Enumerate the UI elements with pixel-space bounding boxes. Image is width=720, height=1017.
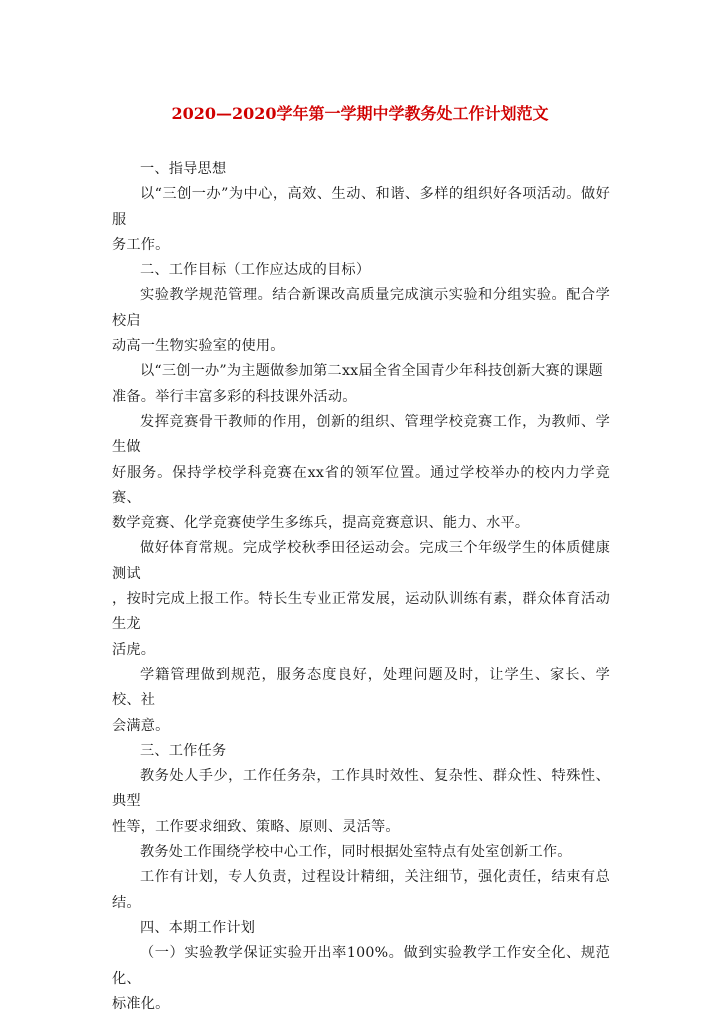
body-text-line (112, 157, 610, 182)
body-text-line (112, 511, 610, 536)
paragraph-continuation-line: 准备。举行丰富多彩的科技课外活动。 (112, 388, 357, 405)
body-text-line (112, 992, 610, 1017)
paragraph-first-line: 学籍管理做到规范，服务态度良好，处理问题及时，让学生、家长、学校、社 (112, 666, 610, 709)
paragraph-continuation-line: 会满意。 (112, 717, 170, 734)
paragraph-first-line: 以“三创一办”为中心，高效、生动、和谐、多样的组织好各项活动。做好服 (112, 186, 610, 228)
body-text-line (112, 916, 610, 941)
paragraph-continuation-line: 活虎。 (112, 641, 156, 658)
body-text-line (112, 714, 610, 739)
body-text-line (112, 182, 610, 233)
body-text-line (112, 764, 610, 815)
body-text-line (112, 385, 610, 410)
paragraph-first-line: 教务处人手少，工作任务杂，工作具时效性、复杂性、群众性、特殊性、典型 (112, 768, 610, 810)
paragraph-continuation-line: 动高一生物实验室的使用。 (112, 338, 285, 355)
paragraph-first-line: 工作有计划，专人负责，过程设计精细，关注细节，强化责任，结束有总结。 (112, 869, 610, 911)
body-text-line (112, 941, 610, 992)
paragraph-continuation-line: 数学竞赛、化学竞赛使学生多练兵，提高竞赛意识、能力、水平。 (112, 515, 530, 532)
paragraph-first-line: 二、工作目标（工作应达成的目标） (140, 262, 371, 279)
body-text-line (112, 359, 610, 384)
paragraph-continuation-line: ，按时完成上报工作。特长生专业正常发展，运动队训练有素，群众体育活动生龙 (112, 591, 610, 633)
paragraph-continuation-line: 好服务。保持学校学科竞赛在xx省的领军位置。通过学校举办的校内力学竞赛、 (112, 464, 610, 506)
body-text-line (112, 739, 610, 764)
paragraph-continuation-line: 标准化。 (112, 995, 170, 1012)
paragraph-first-line: （一）实验教学保证实验开出率100%。做到实验教学工作安全化、规范化、 (112, 945, 610, 987)
paragraph-continuation-line: 性等，工作要求细致、策略、原则、灵活等。 (112, 818, 400, 835)
document-title: 2020—2020学年第一学期中学教务处工作计划范文 (171, 104, 549, 123)
document-body (112, 157, 610, 1017)
body-text-line (112, 258, 610, 283)
body-text-line (112, 410, 610, 461)
paragraph-first-line: 四、本期工作计划 (140, 919, 256, 936)
paragraph-continuation-line: 务工作。 (112, 236, 170, 253)
body-text-line (112, 233, 610, 258)
body-text-line (112, 334, 610, 359)
body-text-line (112, 638, 610, 663)
body-text-line (112, 840, 610, 865)
paragraph-first-line: 三、工作任务 (140, 742, 227, 759)
paragraph-first-line: 做好体育常规。完成学校秋季田径运动会。完成三个年级学生的体质健康测试 (112, 540, 610, 582)
paragraph-first-line: 实验教学规范管理。结合新课改高质量完成演示实验和分组实验。配合学校启 (112, 287, 610, 329)
paragraph-first-line: 一、指导思想 (140, 161, 227, 177)
body-text-line (112, 587, 610, 638)
body-text-line (112, 283, 610, 334)
body-text-line (112, 663, 610, 714)
body-text-line (112, 536, 610, 587)
body-text-line (112, 865, 610, 916)
paragraph-first-line: 以“三创一办”为主题做参加第二xx届全省全国青少年科技创新大赛的课题 (140, 363, 603, 380)
paragraph-first-line: 教务处工作围绕学校中心工作，同时根据处室特点有处室创新工作。 (140, 844, 572, 861)
body-text-line (112, 815, 610, 840)
body-text-line (112, 461, 610, 512)
paragraph-first-line: 发挥竞赛骨干教师的作用，创新的组织、管理学校竞赛工作，为教师、学生做 (112, 413, 610, 456)
